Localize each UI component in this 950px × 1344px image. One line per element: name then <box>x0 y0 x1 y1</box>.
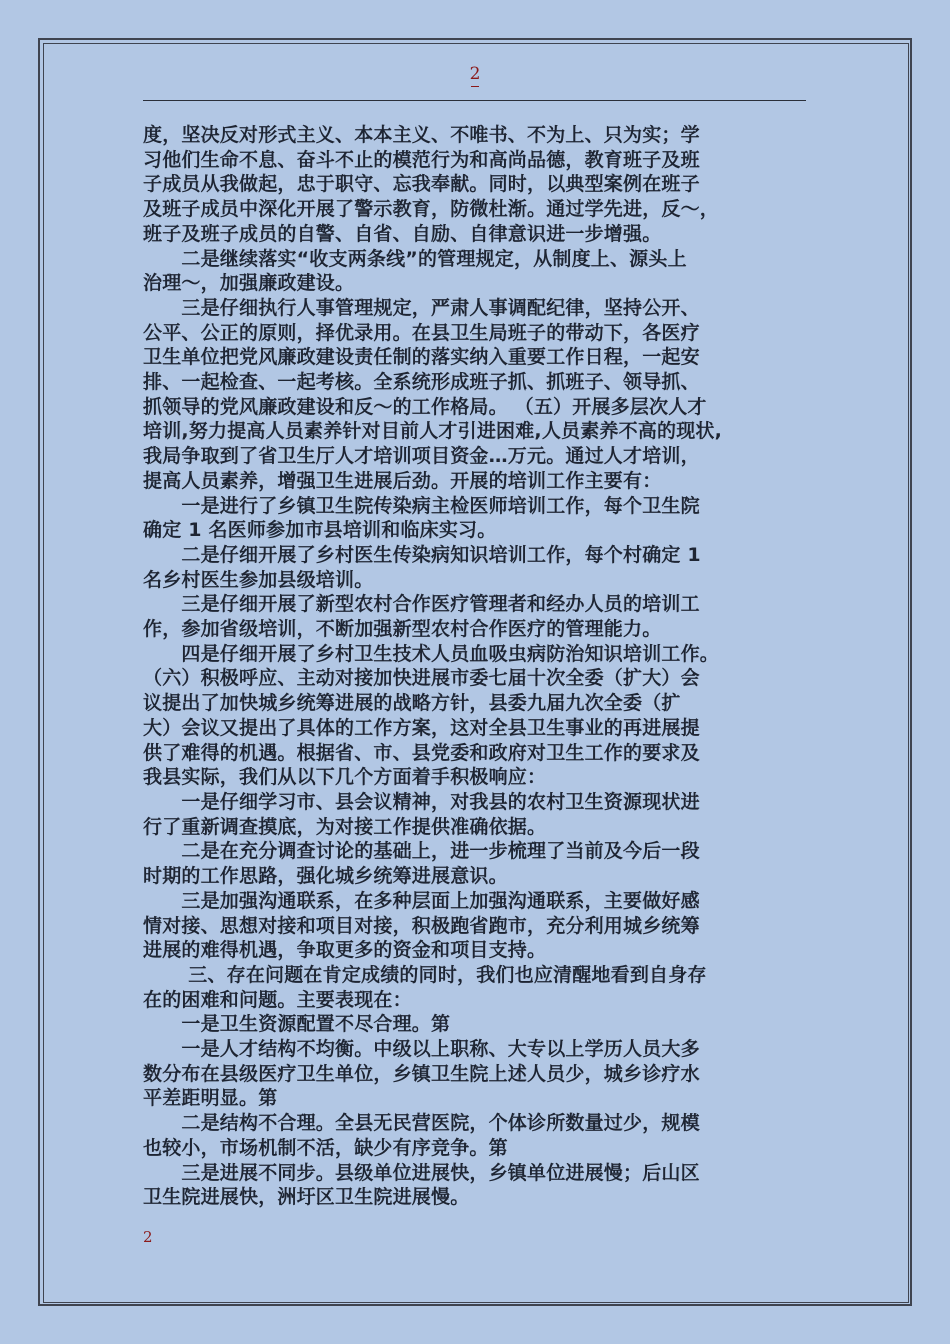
text-line: 供了难得的机遇。根据省、市、县党委和政府对卫生工作的要求及 <box>143 741 700 764</box>
text-line: 习他们生命不息、奋斗不止的模范行为和高尚品德，教育班子及班 <box>143 148 700 171</box>
text-line: 三是仔细执行人事管理规定，严肃人事调配纪律，坚持公开、 <box>143 296 700 319</box>
text-line: 卫生院进展快，洲圩区卫生院进展慢。 <box>143 1186 470 1209</box>
text-line: 三、存在问题在肯定成绩的同时，我们也应清醒地看到自身存 <box>143 963 707 986</box>
text-line: 确定 1 名医师参加市县培训和临床实习。 <box>143 519 497 542</box>
text-line: 二是继续落实“收支两条线”的管理规定，从制度上、源头上 <box>143 247 687 270</box>
text-line: 卫生单位把党风廉政建设责任制的落实纳入重要工作日程，一起安 <box>143 346 700 369</box>
text-line: 一是仔细学习市、县会议精神，对我县的农村卫生资源现状进 <box>143 790 700 813</box>
text-line: 我局争取到了省卫生厅人才培训项目资金…万元。通过人才培训， <box>143 445 700 468</box>
text-line: 三是加强沟通联系，在多种层面上加强沟通联系，主要做好感 <box>143 889 700 912</box>
text-line: 数分布在县级医疗卫生单位，乡镇卫生院上述人员少，城乡诊疗水 <box>143 1062 700 1085</box>
text-line: 治理～，加强廉政建设。 <box>143 272 355 295</box>
text-line: 一是卫生资源配置不尽合理。第 <box>143 1013 451 1036</box>
text-line: 作，参加省级培训，不断加强新型农村合作医疗的管理能力。 <box>143 618 662 641</box>
text-line: 名乡村医生参加县级培训。 <box>143 568 374 591</box>
text-line: 子成员从我做起，忠于职守、忘我奉献。同时，以典型案例在班子 <box>143 173 700 196</box>
header-divider <box>143 100 806 101</box>
text-line: 二是仔细开展了乡村医生传染病知识培训工作，每个村确定 1 <box>143 543 701 566</box>
text-line: 平差距明显。第 <box>143 1087 278 1110</box>
text-line: 大）会议又提出了具体的工作方案，这对全县卫生事业的再进展提 <box>143 716 700 739</box>
header-page-number: 2 <box>469 64 481 84</box>
header-page-number-underline <box>471 86 479 87</box>
text-line: 度，坚决反对形式主义、本本主义、不唯书、不为上、只为实；学 <box>143 124 700 146</box>
footer-page-number: 2 <box>143 1228 153 1246</box>
text-line: 三是仔细开展了新型农村合作医疗管理者和经办人员的培训工 <box>143 593 700 616</box>
text-line: 班子及班子成员的自警、自省、自励、自律意识进一步增强。 <box>143 222 662 245</box>
text-line: 一是进行了乡镇卫生院传染病主检医师培训工作，每个卫生院 <box>143 494 700 517</box>
text-line: 四是仔细开展了乡村卫生技术人员血吸虫病防治知识培训工作。 <box>143 642 720 665</box>
text-line: 提高人员素养，增强卫生进展后劲。开展的培训工作主要有： <box>143 469 662 492</box>
text-line: 二是结构不合理。全县无民营医院，个体诊所数量过少，规模 <box>143 1112 700 1135</box>
text-line: 时期的工作思路，强化城乡统筹进展意识。 <box>143 865 508 888</box>
text-line: 一是人才结构不均衡。中级以上职称、大专以上学历人员大多 <box>143 1038 700 1061</box>
text-line: 公平、公正的原则，择优录用。在县卫生局班子的带动下，各医疗 <box>143 321 700 344</box>
text-line: 进展的难得机遇，争取更多的资金和项目支持。 <box>143 939 547 962</box>
text-line: 排、一起检查、一起考核。全系统形成班子抓、抓班子、领导抓、 <box>143 371 700 394</box>
text-line: 情对接、思想对接和项目对接，积极跑省跑市，充分利用城乡统筹 <box>143 914 700 937</box>
text-line: （六）积极呼应、主动对接加快进展市委七届十次全委（扩大）会 <box>143 667 700 690</box>
text-line: 我县实际，我们从以下几个方面着手积极响应： <box>143 766 547 789</box>
text-line: 三是进展不同步。县级单位进展快，乡镇单位进展慢；后山区 <box>143 1161 700 1184</box>
text-line: 抓领导的党风廉政建设和反～的工作格局。 （五）开展多层次人才 <box>143 395 707 418</box>
text-line: 培训,努力提高人员素养针对目前人才引进困难,人员素养不高的现状, <box>143 420 723 443</box>
document-body <box>143 123 809 1210</box>
text-line: 行了重新调查摸底，为对接工作提供准确依据。 <box>143 815 547 838</box>
text-line: 在的困难和问题。主要表现在： <box>143 988 412 1011</box>
text-line: 也较小，市场机制不活，缺少有序竞争。第 <box>143 1136 508 1159</box>
text-line: 二是在充分调查讨论的基础上，进一步梳理了当前及今后一段 <box>143 840 700 863</box>
text-line: 议提出了加快城乡统筹进展的战略方针，县委九届九次全委（扩 <box>143 692 681 715</box>
text-line: 及班子成员中深化开展了警示教育，防微杜渐。通过学先进，反～， <box>143 198 720 221</box>
